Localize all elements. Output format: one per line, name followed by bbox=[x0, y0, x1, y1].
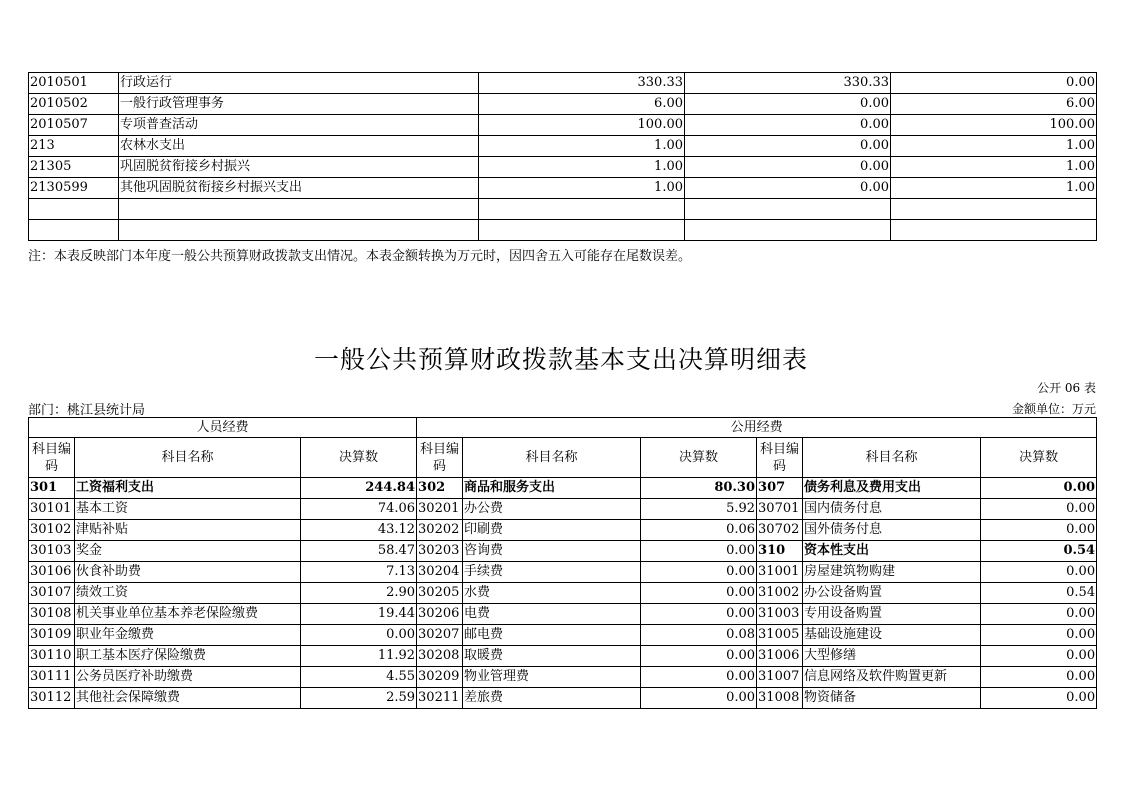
col-header-code: 科目编码 bbox=[757, 438, 803, 478]
other-name-cell: 房屋建筑物购建 bbox=[803, 562, 981, 583]
other-name-cell: 资本性支出 bbox=[803, 541, 981, 562]
col-header-name: 科目名称 bbox=[803, 438, 981, 478]
personnel-code-cell: 30111 bbox=[29, 667, 75, 688]
other-amount-cell: 0.00 bbox=[981, 625, 1097, 646]
other-amount-cell: 0.54 bbox=[981, 583, 1097, 604]
subject-name-cell: 专项普查活动 bbox=[119, 115, 479, 136]
subject-name-cell bbox=[119, 199, 479, 220]
goods-services-amount-cell: 0.00 bbox=[641, 562, 757, 583]
table-row bbox=[29, 541, 1097, 562]
other-code-cell: 31007 bbox=[757, 667, 803, 688]
personnel-code-cell: 30110 bbox=[29, 646, 75, 667]
other-code-cell: 31001 bbox=[757, 562, 803, 583]
personnel-code-cell: 30112 bbox=[29, 688, 75, 709]
other-code-cell: 31006 bbox=[757, 646, 803, 667]
expenditure-table-continued bbox=[28, 72, 1097, 241]
basic-amount-cell: 0.00 bbox=[685, 115, 891, 136]
other-name-cell: 物资储备 bbox=[803, 688, 981, 709]
total-amount-cell: 1.00 bbox=[479, 157, 685, 178]
table-row bbox=[29, 199, 1097, 220]
basic-expenditure-detail-table bbox=[28, 417, 1097, 709]
group-header-row bbox=[29, 418, 1097, 438]
goods-services-amount-cell: 5.92 bbox=[641, 499, 757, 520]
table-row bbox=[29, 688, 1097, 709]
goods-services-name-cell: 手续费 bbox=[463, 562, 641, 583]
project-amount-cell bbox=[891, 220, 1097, 241]
basic-amount-cell bbox=[685, 199, 891, 220]
personnel-name-cell: 机关事业单位基本养老保险缴费 bbox=[75, 604, 301, 625]
basic-amount-cell bbox=[685, 220, 891, 241]
subject-name-cell: 农林水支出 bbox=[119, 136, 479, 157]
goods-services-amount-cell: 0.00 bbox=[641, 646, 757, 667]
goods-services-code-cell: 30201 bbox=[417, 499, 463, 520]
personnel-amount-cell: 19.44 bbox=[301, 604, 417, 625]
amount-unit-label: 金额单位：万元 bbox=[1011, 402, 1096, 416]
personnel-amount-cell: 7.13 bbox=[301, 562, 417, 583]
subject-code-cell: 213 bbox=[29, 136, 119, 157]
goods-services-amount-cell: 0.00 bbox=[641, 541, 757, 562]
other-amount-cell: 0.00 bbox=[981, 478, 1097, 499]
table-row bbox=[29, 667, 1097, 688]
total-amount-cell bbox=[479, 199, 685, 220]
other-name-cell: 专用设备购置 bbox=[803, 604, 981, 625]
personnel-amount-cell: 244.84 bbox=[301, 478, 417, 499]
personnel-code-cell: 301 bbox=[29, 478, 75, 499]
goods-services-amount-cell: 80.30 bbox=[641, 478, 757, 499]
goods-services-amount-cell: 0.06 bbox=[641, 520, 757, 541]
table-row bbox=[29, 178, 1097, 199]
other-code-cell: 31002 bbox=[757, 583, 803, 604]
subject-code-cell bbox=[29, 199, 119, 220]
goods-services-code-cell: 302 bbox=[417, 478, 463, 499]
personnel-name-cell: 工资福利支出 bbox=[75, 478, 301, 499]
other-amount-cell: 0.00 bbox=[981, 688, 1097, 709]
goods-services-name-cell: 办公费 bbox=[463, 499, 641, 520]
personnel-name-cell: 职工基本医疗保险缴费 bbox=[75, 646, 301, 667]
group-header-personnel: 人员经费 bbox=[29, 418, 417, 438]
total-amount-cell: 330.33 bbox=[479, 73, 685, 94]
table-row bbox=[29, 115, 1097, 136]
personnel-name-cell: 基本工资 bbox=[75, 499, 301, 520]
subject-code-cell bbox=[29, 220, 119, 241]
personnel-name-cell: 职业年金缴费 bbox=[75, 625, 301, 646]
subject-name-cell: 巩固脱贫衔接乡村振兴 bbox=[119, 157, 479, 178]
table-row bbox=[29, 583, 1097, 604]
goods-services-name-cell: 邮电费 bbox=[463, 625, 641, 646]
other-name-cell: 大型修缮 bbox=[803, 646, 981, 667]
goods-services-amount-cell: 0.00 bbox=[641, 667, 757, 688]
personnel-code-cell: 30109 bbox=[29, 625, 75, 646]
basic-amount-cell: 0.00 bbox=[685, 157, 891, 178]
other-name-cell: 基础设施建设 bbox=[803, 625, 981, 646]
project-amount-cell: 6.00 bbox=[891, 94, 1097, 115]
personnel-amount-cell: 2.59 bbox=[301, 688, 417, 709]
form-number: 公开 06 表 bbox=[1037, 381, 1096, 395]
project-amount-cell: 1.00 bbox=[891, 136, 1097, 157]
other-code-cell: 31008 bbox=[757, 688, 803, 709]
table-row bbox=[29, 157, 1097, 178]
page-title: 一般公共预算财政拨款基本支出决算明细表 bbox=[313, 345, 808, 374]
table-row bbox=[29, 73, 1097, 94]
goods-services-name-cell: 物业管理费 bbox=[463, 667, 641, 688]
personnel-name-cell: 津贴补贴 bbox=[75, 520, 301, 541]
personnel-amount-cell: 2.90 bbox=[301, 583, 417, 604]
other-code-cell: 30701 bbox=[757, 499, 803, 520]
goods-services-amount-cell: 0.00 bbox=[641, 583, 757, 604]
col-header-name: 科目名称 bbox=[463, 438, 641, 478]
basic-amount-cell: 330.33 bbox=[685, 73, 891, 94]
table-row bbox=[29, 220, 1097, 241]
col-header-code: 科目编码 bbox=[417, 438, 463, 478]
col-header-name: 科目名称 bbox=[75, 438, 301, 478]
table-row bbox=[29, 562, 1097, 583]
personnel-name-cell: 绩效工资 bbox=[75, 583, 301, 604]
goods-services-name-cell: 咨询费 bbox=[463, 541, 641, 562]
personnel-amount-cell: 58.47 bbox=[301, 541, 417, 562]
goods-services-code-cell: 30208 bbox=[417, 646, 463, 667]
table-row bbox=[29, 478, 1097, 499]
basic-amount-cell: 0.00 bbox=[685, 94, 891, 115]
table-row bbox=[29, 625, 1097, 646]
goods-services-code-cell: 30203 bbox=[417, 541, 463, 562]
project-amount-cell: 1.00 bbox=[891, 157, 1097, 178]
other-code-cell: 30702 bbox=[757, 520, 803, 541]
other-name-cell: 办公设备购置 bbox=[803, 583, 981, 604]
col-header-code: 科目编码 bbox=[29, 438, 75, 478]
goods-services-name-cell: 差旅费 bbox=[463, 688, 641, 709]
table-note: 注：本表反映部门本年度一般公共预算财政拨款支出情况。本表金额转换为万元时，因四舍五入可能存在尾数误差。 bbox=[28, 249, 692, 264]
personnel-amount-cell: 4.55 bbox=[301, 667, 417, 688]
other-amount-cell: 0.00 bbox=[981, 520, 1097, 541]
project-amount-cell: 100.00 bbox=[891, 115, 1097, 136]
column-header-row bbox=[29, 438, 1097, 478]
col-header-amount: 决算数 bbox=[301, 438, 417, 478]
personnel-name-cell: 奖金 bbox=[75, 541, 301, 562]
project-amount-cell bbox=[891, 199, 1097, 220]
table-row bbox=[29, 499, 1097, 520]
total-amount-cell: 6.00 bbox=[479, 94, 685, 115]
personnel-code-cell: 30101 bbox=[29, 499, 75, 520]
total-amount-cell: 100.00 bbox=[479, 115, 685, 136]
personnel-code-cell: 30108 bbox=[29, 604, 75, 625]
project-amount-cell: 1.00 bbox=[891, 178, 1097, 199]
other-code-cell: 31003 bbox=[757, 604, 803, 625]
department-label: 部门：桃江县统计局 bbox=[28, 403, 146, 418]
table-row bbox=[29, 94, 1097, 115]
goods-services-name-cell: 水费 bbox=[463, 583, 641, 604]
other-code-cell: 31005 bbox=[757, 625, 803, 646]
subject-name-cell: 一般行政管理事务 bbox=[119, 94, 479, 115]
other-amount-cell: 0.00 bbox=[981, 646, 1097, 667]
other-amount-cell: 0.00 bbox=[981, 667, 1097, 688]
subject-name-cell bbox=[119, 220, 479, 241]
other-amount-cell: 0.00 bbox=[981, 499, 1097, 520]
goods-services-name-cell: 取暖费 bbox=[463, 646, 641, 667]
personnel-code-cell: 30103 bbox=[29, 541, 75, 562]
goods-services-name-cell: 电费 bbox=[463, 604, 641, 625]
personnel-amount-cell: 74.06 bbox=[301, 499, 417, 520]
col-header-amount: 决算数 bbox=[981, 438, 1097, 478]
other-name-cell: 信息网络及软件购置更新 bbox=[803, 667, 981, 688]
basic-amount-cell: 0.00 bbox=[685, 136, 891, 157]
personnel-amount-cell: 11.92 bbox=[301, 646, 417, 667]
group-header-public: 公用经费 bbox=[417, 418, 1097, 438]
subject-name-cell: 行政运行 bbox=[119, 73, 479, 94]
subject-code-cell: 2010501 bbox=[29, 73, 119, 94]
total-amount-cell: 1.00 bbox=[479, 136, 685, 157]
goods-services-amount-cell: 0.08 bbox=[641, 625, 757, 646]
other-name-cell: 债务利息及费用支出 bbox=[803, 478, 981, 499]
personnel-code-cell: 30102 bbox=[29, 520, 75, 541]
project-amount-cell: 0.00 bbox=[891, 73, 1097, 94]
table-row bbox=[29, 136, 1097, 157]
personnel-code-cell: 30106 bbox=[29, 562, 75, 583]
goods-services-code-cell: 30206 bbox=[417, 604, 463, 625]
col-header-amount: 决算数 bbox=[641, 438, 757, 478]
total-amount-cell bbox=[479, 220, 685, 241]
table-row bbox=[29, 604, 1097, 625]
goods-services-amount-cell: 0.00 bbox=[641, 604, 757, 625]
goods-services-code-cell: 30209 bbox=[417, 667, 463, 688]
personnel-name-cell: 伙食补助费 bbox=[75, 562, 301, 583]
total-amount-cell: 1.00 bbox=[479, 178, 685, 199]
table-row bbox=[29, 646, 1097, 667]
personnel-amount-cell: 0.00 bbox=[301, 625, 417, 646]
personnel-name-cell: 其他社会保障缴费 bbox=[75, 688, 301, 709]
other-amount-cell: 0.54 bbox=[981, 541, 1097, 562]
personnel-code-cell: 30107 bbox=[29, 583, 75, 604]
goods-services-code-cell: 30211 bbox=[417, 688, 463, 709]
goods-services-amount-cell: 0.00 bbox=[641, 688, 757, 709]
subject-code-cell: 21305 bbox=[29, 157, 119, 178]
other-code-cell: 310 bbox=[757, 541, 803, 562]
other-name-cell: 国内债务付息 bbox=[803, 499, 981, 520]
other-code-cell: 307 bbox=[757, 478, 803, 499]
personnel-amount-cell: 43.12 bbox=[301, 520, 417, 541]
table-row bbox=[29, 520, 1097, 541]
subject-code-cell: 2010502 bbox=[29, 94, 119, 115]
subject-name-cell: 其他巩固脱贫衔接乡村振兴支出 bbox=[119, 178, 479, 199]
goods-services-name-cell: 印刷费 bbox=[463, 520, 641, 541]
goods-services-code-cell: 30202 bbox=[417, 520, 463, 541]
goods-services-code-cell: 30207 bbox=[417, 625, 463, 646]
goods-services-name-cell: 商品和服务支出 bbox=[463, 478, 641, 499]
other-amount-cell: 0.00 bbox=[981, 604, 1097, 625]
basic-amount-cell: 0.00 bbox=[685, 178, 891, 199]
subject-code-cell: 2130599 bbox=[29, 178, 119, 199]
goods-services-code-cell: 30205 bbox=[417, 583, 463, 604]
personnel-name-cell: 公务员医疗补助缴费 bbox=[75, 667, 301, 688]
subject-code-cell: 2010507 bbox=[29, 115, 119, 136]
other-name-cell: 国外债务付息 bbox=[803, 520, 981, 541]
goods-services-code-cell: 30204 bbox=[417, 562, 463, 583]
other-amount-cell: 0.00 bbox=[981, 562, 1097, 583]
